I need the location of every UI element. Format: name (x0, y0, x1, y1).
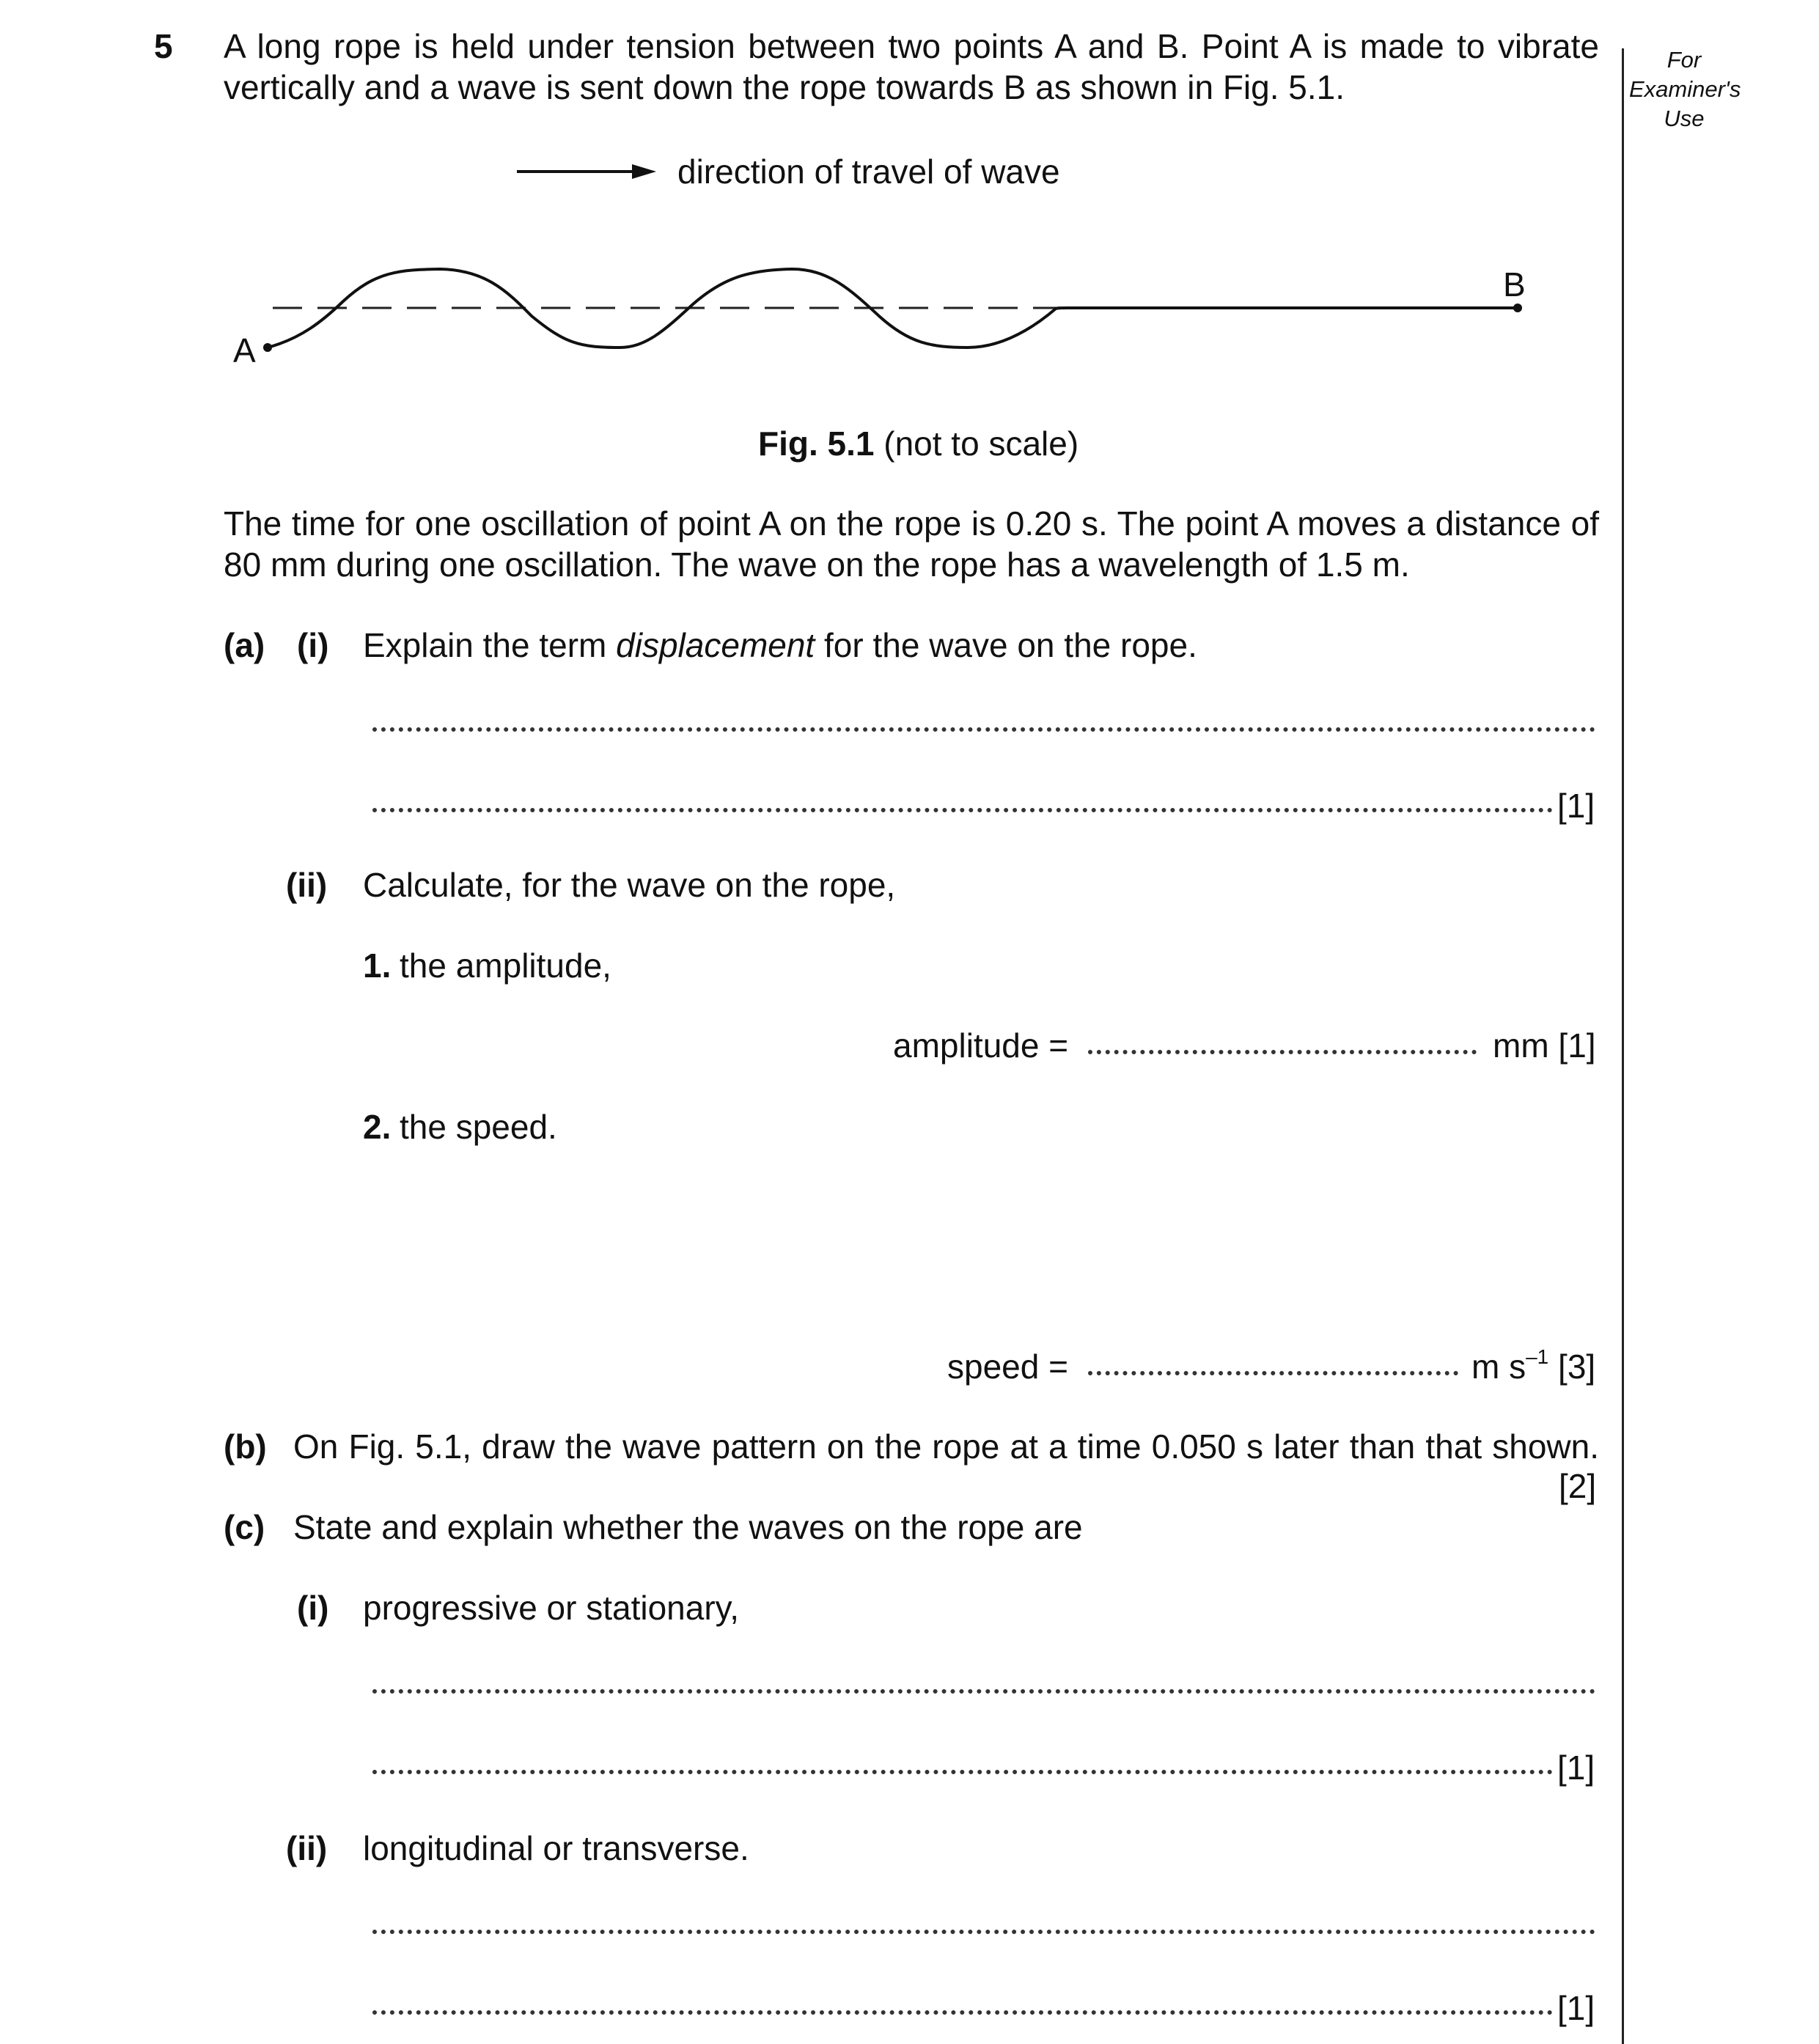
point-b-label: B (1503, 265, 1526, 304)
part-c-i-text: progressive or stationary, (363, 1589, 740, 1627)
answer-line-c-ii-2[interactable] (372, 2010, 1553, 2015)
intro-line-2: vertically and a wave is sent down the rope towards B as shown in Fig. 5.1. (224, 68, 1345, 106)
direction-arrow (517, 164, 656, 179)
part-c-i-label: (i) (297, 1589, 329, 1627)
sub1-number: 1. (363, 946, 392, 985)
figure-5-1 (0, 0, 1819, 469)
examiner-use-label: For Examiner's Use (1629, 47, 1741, 131)
intro-line-1: A long rope is held under tension between two points A and B. Point A is made to vibrate (224, 27, 1599, 65)
answer-line-a-i-2[interactable] (372, 808, 1553, 812)
answer-line-a-i-1[interactable] (372, 727, 1595, 732)
part-a-ii-text: Calculate, for the wave on the rope, (363, 866, 896, 904)
amplitude-label: amplitude = (893, 1026, 1069, 1065)
point-a-label: A (233, 331, 256, 370)
speed-unit-exponent: –1 (1526, 1345, 1549, 1368)
part-b-label: (b) (224, 1427, 267, 1466)
part-c-ii-label: (ii) (286, 1829, 328, 1867)
answer-line-c-i-1[interactable] (372, 1689, 1595, 1694)
mark-c-i: [1] (1557, 1749, 1595, 1787)
mark-speed: [3] (1558, 1348, 1596, 1386)
figure-caption-note: (not to scale) (883, 424, 1079, 463)
figure-caption (758, 424, 1078, 463)
part-a-i-question (363, 625, 1197, 665)
figure-caption-number: Fig. 5.1 (758, 424, 875, 463)
speed-answer-line[interactable] (1088, 1371, 1458, 1375)
part-a-ii-label: (ii) (286, 866, 328, 904)
part-a-i-label: (i) (297, 626, 329, 664)
mark-b: [2] (1559, 1467, 1597, 1505)
direction-label: direction of travel of wave (677, 152, 1060, 191)
sub1-text: the amplitude, (400, 946, 611, 985)
amplitude-unit: mm [1] (1493, 1026, 1596, 1065)
speed-unit-text: m s (1471, 1348, 1526, 1386)
sub2-number: 2. (363, 1108, 392, 1146)
part-a-i-text-before: Explain the term (363, 626, 617, 664)
answer-line-c-ii-1[interactable] (372, 1930, 1595, 1934)
part-a-label: (a) (224, 626, 265, 664)
answer-line-c-i-2[interactable] (372, 1770, 1553, 1774)
info-line-2: 80 mm during one oscillation. The wave on the rope has a wavelength of 1.5 m. (224, 545, 1410, 584)
part-c-text: State and explain whether the waves on the rope are (293, 1508, 1083, 1546)
part-c-label: (c) (224, 1508, 265, 1546)
point-b-dot (1513, 304, 1522, 312)
sub2-text: the speed. (400, 1108, 557, 1146)
question-number: 5 (154, 27, 173, 65)
part-c-ii-text: longitudinal or transverse. (363, 1829, 749, 1867)
point-a-dot (263, 343, 272, 352)
amplitude-answer-line[interactable] (1088, 1050, 1477, 1054)
info-line-1: The time for one oscillation of point A on the rope is 0.20 s. The point A moves a distance of (224, 504, 1599, 543)
mark-a-i: [1] (1557, 787, 1595, 825)
part-b-text: On Fig. 5.1, draw the wave pattern on the rope at a time 0.050 s later than that shown. (293, 1427, 1599, 1466)
speed-label: speed = (947, 1348, 1068, 1386)
speed-unit (1471, 1347, 1595, 1386)
part-a-i-text-after: for the wave on the rope. (815, 626, 1197, 664)
part-a-i-term: displacement (616, 626, 815, 664)
mark-c-ii: [1] (1557, 1989, 1595, 2027)
